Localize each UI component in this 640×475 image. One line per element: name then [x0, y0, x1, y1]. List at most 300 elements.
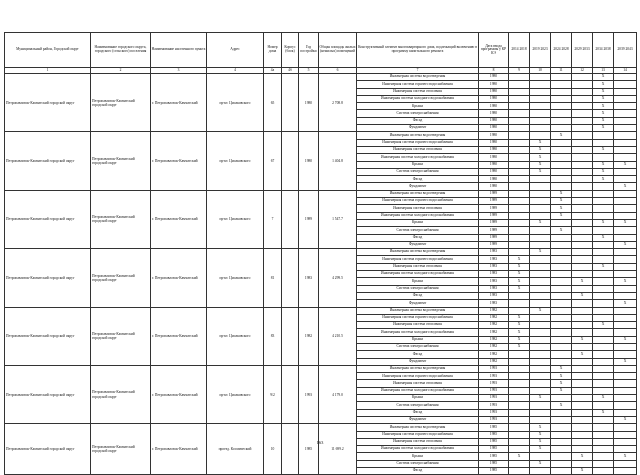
year-built-cell: 1980 — [299, 74, 319, 132]
settlement-cell: Петропавловск-Камчатский городской округ — [91, 365, 151, 423]
period-mark-cell — [509, 380, 530, 387]
column-header: Наименование городского округа, городского (сельского) поселения — [91, 33, 151, 68]
period-mark-cell — [509, 424, 530, 431]
house-number-cell: 65 — [264, 74, 282, 132]
element-cell: Инженерная система отопления — [357, 205, 479, 212]
period-mark-cell — [551, 139, 572, 146]
period-mark-cell: X — [530, 431, 551, 438]
period-mark-cell: X — [614, 300, 637, 307]
column-header: Муниципальный район, Городской округ — [5, 33, 91, 68]
period-mark-cell — [593, 198, 614, 205]
period-mark-cell — [572, 358, 593, 365]
period-mark-cell: X — [551, 387, 572, 394]
period-mark-cell — [572, 300, 593, 307]
period-mark-cell — [530, 88, 551, 95]
column-header: 2019 2023 — [530, 33, 551, 68]
element-cell: Инженерная система горячего водоснабжения — [357, 373, 479, 380]
date-cell: 1983 — [479, 249, 509, 256]
period-mark-cell: X — [593, 322, 614, 329]
date-cell: 1983 — [479, 292, 509, 299]
element-cell: Система электроснабжения — [357, 460, 479, 467]
period-mark-cell — [593, 132, 614, 139]
column-number: 4б — [282, 68, 299, 74]
period-mark-cell — [509, 387, 530, 394]
block-cell — [282, 249, 299, 307]
period-mark-cell: X — [509, 322, 530, 329]
period-mark-cell — [530, 285, 551, 292]
period-mark-cell: X — [530, 154, 551, 161]
period-mark-cell — [551, 183, 572, 190]
period-mark-cell — [530, 234, 551, 241]
period-mark-cell — [614, 409, 637, 416]
period-mark-cell — [509, 117, 530, 124]
element-cell: Инженерная система горячего водоснабжения — [357, 314, 479, 321]
period-mark-cell — [509, 402, 530, 409]
period-mark-cell — [509, 205, 530, 212]
period-mark-cell — [551, 314, 572, 321]
period-mark-cell — [509, 161, 530, 168]
column-header: 2014 2018 — [509, 33, 530, 68]
column-number: 13 — [593, 68, 614, 74]
period-mark-cell — [572, 373, 593, 380]
period-mark-cell: X — [614, 453, 637, 460]
period-mark-cell — [551, 241, 572, 248]
period-mark-cell: X — [530, 139, 551, 146]
date-cell: 1989 — [479, 212, 509, 219]
period-mark-cell: X — [509, 271, 530, 278]
element-cell: Фундамент — [357, 358, 479, 365]
element-cell: Фасад — [357, 292, 479, 299]
period-mark-cell: X — [509, 256, 530, 263]
period-mark-cell — [509, 358, 530, 365]
settlement-cell: Петропавловск-Камчатский городской округ — [91, 190, 151, 248]
element-cell: Крыша — [357, 453, 479, 460]
date-cell: 1980 — [479, 125, 509, 132]
element-cell: Инженерная система водоотведения — [357, 365, 479, 372]
period-mark-cell: X — [593, 146, 614, 153]
period-mark-cell: X — [593, 81, 614, 88]
year-built-cell: 1980 — [299, 132, 319, 190]
period-mark-cell: X — [530, 424, 551, 431]
address-cell: пр-кт. Циолковского — [207, 249, 264, 307]
element-cell: Инженерная система отопления — [357, 88, 479, 95]
period-mark-cell — [572, 409, 593, 416]
date-cell: 1980 — [479, 103, 509, 110]
house-number-cell: 7 — [264, 190, 282, 248]
period-mark-cell — [530, 292, 551, 299]
element-cell: Система электроснабжения — [357, 168, 479, 175]
element-cell: Инженерная система водоотведения — [357, 249, 479, 256]
repair-program-table — [4, 32, 637, 475]
period-mark-cell: X — [509, 278, 530, 285]
period-mark-cell — [572, 241, 593, 248]
period-mark-cell — [593, 256, 614, 263]
period-mark-cell — [614, 168, 637, 175]
period-mark-cell: X — [572, 453, 593, 460]
period-mark-cell — [593, 183, 614, 190]
date-cell: 1989 — [479, 227, 509, 234]
period-mark-cell — [530, 103, 551, 110]
period-mark-cell — [551, 81, 572, 88]
period-mark-cell: X — [593, 168, 614, 175]
area-cell: 2 708.8 — [319, 74, 357, 132]
period-mark-cell — [530, 358, 551, 365]
period-mark-cell — [614, 81, 637, 88]
period-mark-cell — [551, 161, 572, 168]
period-mark-cell — [509, 365, 530, 372]
period-mark-cell — [593, 227, 614, 234]
element-cell: Фундамент — [357, 183, 479, 190]
address-cell: пр-кт. Циолковского — [207, 307, 264, 365]
period-mark-cell — [530, 198, 551, 205]
period-mark-cell — [572, 402, 593, 409]
date-cell: 1980 — [479, 183, 509, 190]
period-mark-cell — [593, 387, 614, 394]
period-mark-cell: X — [530, 438, 551, 445]
period-mark-cell: X — [593, 74, 614, 81]
period-mark-cell — [551, 343, 572, 350]
date-cell: 1993 — [479, 416, 509, 423]
period-mark-cell — [530, 271, 551, 278]
period-mark-cell — [614, 256, 637, 263]
period-mark-cell — [614, 176, 637, 183]
period-mark-cell — [614, 146, 637, 153]
period-mark-cell — [530, 132, 551, 139]
period-mark-cell — [572, 95, 593, 102]
period-mark-cell — [572, 424, 593, 431]
period-mark-cell — [509, 431, 530, 438]
period-mark-cell: X — [530, 460, 551, 467]
period-mark-cell — [530, 183, 551, 190]
column-number: 11 — [551, 68, 572, 74]
column-header: 2039 2043 — [614, 33, 637, 68]
house-number-cell: 83 — [264, 307, 282, 365]
period-mark-cell — [614, 74, 637, 81]
period-mark-cell — [593, 431, 614, 438]
element-cell: Инженерная система водоотведения — [357, 424, 479, 431]
period-mark-cell: X — [509, 285, 530, 292]
element-cell: Система электроснабжения — [357, 402, 479, 409]
period-mark-cell — [509, 373, 530, 380]
period-mark-cell — [572, 271, 593, 278]
column-header: Год постройки — [299, 33, 319, 68]
period-mark-cell: X — [551, 212, 572, 219]
column-header: Адрес — [207, 33, 264, 68]
period-mark-cell — [572, 154, 593, 161]
table-row — [5, 132, 637, 139]
period-mark-cell — [572, 227, 593, 234]
date-cell: 1993 — [479, 365, 509, 372]
period-mark-cell: X — [509, 343, 530, 350]
period-mark-cell — [551, 322, 572, 329]
element-cell: Инженерная система водоотведения — [357, 190, 479, 197]
period-mark-cell — [530, 453, 551, 460]
element-cell: Крыша — [357, 336, 479, 343]
period-mark-cell: X — [614, 161, 637, 168]
period-mark-cell — [509, 227, 530, 234]
period-mark-cell: X — [530, 249, 551, 256]
period-mark-cell — [551, 395, 572, 402]
period-mark-cell — [593, 205, 614, 212]
column-number: 4 — [207, 68, 264, 74]
date-cell: 1989 — [479, 205, 509, 212]
period-mark-cell — [551, 336, 572, 343]
period-mark-cell — [509, 125, 530, 132]
date-cell: 1980 — [479, 88, 509, 95]
date-cell: 1989 — [479, 198, 509, 205]
period-mark-cell — [551, 249, 572, 256]
period-mark-cell — [551, 117, 572, 124]
date-cell: 1985 — [479, 431, 509, 438]
header-row — [5, 33, 637, 68]
element-cell: Инженерная система горячего водоснабжения — [357, 139, 479, 146]
locality-cell: г. Петропавловск-Камчатский — [151, 190, 207, 248]
period-mark-cell: X — [530, 307, 551, 314]
period-mark-cell — [614, 307, 637, 314]
period-mark-cell — [614, 395, 637, 402]
settlement-cell: Петропавловск-Камчатский городской округ — [91, 132, 151, 190]
period-mark-cell — [509, 81, 530, 88]
period-mark-cell — [551, 154, 572, 161]
period-mark-cell — [551, 351, 572, 358]
period-mark-cell — [593, 336, 614, 343]
period-mark-cell — [509, 460, 530, 467]
period-mark-cell — [593, 285, 614, 292]
period-mark-cell — [530, 125, 551, 132]
date-cell: 1980 — [479, 161, 509, 168]
period-mark-cell — [551, 146, 572, 153]
element-cell: Инженерная система отопления — [357, 438, 479, 445]
table-row — [5, 307, 637, 314]
period-mark-cell — [572, 74, 593, 81]
period-mark-cell — [551, 234, 572, 241]
period-mark-cell: X — [530, 161, 551, 168]
settlement-cell: Петропавловск-Камчатский городской округ — [91, 249, 151, 307]
period-mark-cell: X — [509, 263, 530, 270]
district-cell: Петропавловск-Камчатский городской округ — [5, 74, 91, 132]
element-cell: Инженерная система холодного водоснабжения — [357, 154, 479, 161]
block-cell — [282, 424, 299, 475]
date-cell: 1985 — [479, 460, 509, 467]
year-built-cell: 1982 — [299, 307, 319, 365]
period-mark-cell: X — [614, 358, 637, 365]
period-mark-cell — [509, 139, 530, 146]
period-mark-cell — [509, 176, 530, 183]
period-mark-cell: X — [572, 351, 593, 358]
period-mark-cell — [614, 380, 637, 387]
element-cell: Инженерная система отопления — [357, 380, 479, 387]
column-header: 2034 2038 — [593, 33, 614, 68]
date-cell: 1982 — [479, 329, 509, 336]
period-mark-cell: X — [572, 468, 593, 475]
house-number-cell: 10 — [264, 424, 282, 475]
period-mark-cell — [572, 168, 593, 175]
period-mark-cell — [509, 409, 530, 416]
period-mark-cell: X — [593, 263, 614, 270]
period-mark-cell — [509, 307, 530, 314]
period-mark-cell — [593, 139, 614, 146]
period-mark-cell — [572, 460, 593, 467]
period-mark-cell — [593, 307, 614, 314]
period-mark-cell: X — [530, 395, 551, 402]
element-cell: Инженерная система горячего водоснабжения — [357, 198, 479, 205]
address-cell: проезд. Космический — [207, 424, 264, 475]
period-mark-cell — [614, 373, 637, 380]
element-cell: Инженерная система холодного водоснабжения — [357, 329, 479, 336]
period-mark-cell — [572, 212, 593, 219]
period-mark-cell: X — [572, 336, 593, 343]
date-cell: 1980 — [479, 139, 509, 146]
period-mark-cell — [614, 154, 637, 161]
period-mark-cell — [593, 343, 614, 350]
date-cell: 1980 — [479, 117, 509, 124]
district-cell: Петропавловск-Камчатский городской округ — [5, 190, 91, 248]
period-mark-cell — [551, 409, 572, 416]
column-number: 14 — [614, 68, 637, 74]
period-mark-cell — [614, 198, 637, 205]
period-mark-cell — [530, 380, 551, 387]
period-mark-cell — [593, 271, 614, 278]
period-mark-cell — [572, 88, 593, 95]
period-mark-cell — [614, 343, 637, 350]
date-cell: 1993 — [479, 409, 509, 416]
period-mark-cell — [509, 249, 530, 256]
year-built-cell: 1985 — [299, 424, 319, 475]
period-mark-cell — [572, 234, 593, 241]
period-mark-cell — [530, 336, 551, 343]
house-number-cell: 81 — [264, 249, 282, 307]
period-mark-cell — [551, 358, 572, 365]
column-header: Общая площадь жилых (нежилых) помещений — [319, 33, 357, 68]
period-mark-cell — [551, 300, 572, 307]
year-built-cell: 1989 — [299, 190, 319, 248]
period-mark-cell: X — [530, 146, 551, 153]
period-mark-cell — [572, 256, 593, 263]
element-cell: Крыша — [357, 278, 479, 285]
period-mark-cell — [593, 292, 614, 299]
date-cell: 1983 — [479, 278, 509, 285]
period-mark-cell — [551, 74, 572, 81]
period-mark-cell: X — [593, 176, 614, 183]
period-mark-cell — [593, 416, 614, 423]
column-number: 9 — [509, 68, 530, 74]
period-mark-cell: X — [551, 227, 572, 234]
period-mark-cell — [614, 190, 637, 197]
column-header: Наименование населенного пункта — [151, 33, 207, 68]
period-mark-cell — [572, 387, 593, 394]
period-mark-cell: X — [593, 110, 614, 117]
date-cell: 1983 — [479, 285, 509, 292]
address-cell: пр-кт. Циолковского — [207, 74, 264, 132]
period-mark-cell — [530, 322, 551, 329]
period-mark-cell — [530, 343, 551, 350]
date-cell: 1980 — [479, 110, 509, 117]
period-mark-cell — [551, 424, 572, 431]
column-number: 2 — [91, 68, 151, 74]
element-cell: Фасад — [357, 351, 479, 358]
period-mark-cell — [614, 292, 637, 299]
period-mark-cell — [509, 395, 530, 402]
element-cell: Крыша — [357, 219, 479, 226]
period-mark-cell: X — [530, 168, 551, 175]
date-cell: 1982 — [479, 322, 509, 329]
date-cell: 1982 — [479, 307, 509, 314]
period-mark-cell — [530, 402, 551, 409]
period-mark-cell — [614, 322, 637, 329]
element-cell: Система электроснабжения — [357, 343, 479, 350]
period-mark-cell: X — [614, 183, 637, 190]
settlement-cell: Петропавловск-Камчатский городской округ — [91, 424, 151, 475]
period-mark-cell — [509, 212, 530, 219]
element-cell: Крыша — [357, 103, 479, 110]
date-cell: 1982 — [479, 314, 509, 321]
column-number: 5 — [299, 68, 319, 74]
period-mark-cell — [509, 95, 530, 102]
house-number-cell: 67 — [264, 132, 282, 190]
period-mark-cell — [530, 81, 551, 88]
period-mark-cell — [530, 387, 551, 394]
period-mark-cell — [614, 234, 637, 241]
period-mark-cell — [509, 468, 530, 475]
period-mark-cell — [551, 110, 572, 117]
date-cell: 1985 — [479, 453, 509, 460]
year-built-cell: 1983 — [299, 249, 319, 307]
period-mark-cell — [572, 81, 593, 88]
element-cell: Система электроснабжения — [357, 285, 479, 292]
district-cell: Петропавловск-Камчатский городской округ — [5, 307, 91, 365]
area-cell: 11 699.2 — [319, 424, 357, 475]
period-mark-cell — [551, 176, 572, 183]
period-mark-cell: X — [614, 278, 637, 285]
column-number: 3 — [151, 68, 207, 74]
date-cell: 1993 — [479, 395, 509, 402]
locality-cell: г. Петропавловск-Камчатский — [151, 74, 207, 132]
period-mark-cell — [572, 198, 593, 205]
date-cell: 1985 — [479, 438, 509, 445]
period-mark-cell — [509, 88, 530, 95]
period-mark-cell: X — [509, 329, 530, 336]
period-mark-cell — [509, 132, 530, 139]
period-mark-cell — [614, 227, 637, 234]
period-mark-cell — [530, 110, 551, 117]
block-cell — [282, 365, 299, 423]
period-mark-cell: X — [593, 95, 614, 102]
period-mark-cell — [614, 329, 637, 336]
period-mark-cell — [509, 154, 530, 161]
element-cell: Инженерная система водоотведения — [357, 74, 479, 81]
column-number: 7 — [357, 68, 479, 74]
period-mark-cell: X — [551, 205, 572, 212]
period-mark-cell — [572, 161, 593, 168]
period-mark-cell — [551, 168, 572, 175]
period-mark-cell — [551, 278, 572, 285]
period-mark-cell — [593, 468, 614, 475]
period-mark-cell — [614, 468, 637, 475]
period-mark-cell: X — [593, 234, 614, 241]
period-mark-cell — [509, 183, 530, 190]
element-cell: Инженерная система холодного водоснабжения — [357, 446, 479, 453]
period-mark-cell — [509, 168, 530, 175]
period-mark-cell — [614, 314, 637, 321]
period-mark-cell — [572, 183, 593, 190]
element-cell: Инженерная система горячего водоснабжения — [357, 81, 479, 88]
settlement-cell: Петропавловск-Камчатский городской округ — [91, 74, 151, 132]
period-mark-cell — [551, 103, 572, 110]
period-mark-cell — [614, 125, 637, 132]
period-mark-cell — [530, 416, 551, 423]
date-cell: 1993 — [479, 387, 509, 394]
period-mark-cell — [593, 402, 614, 409]
